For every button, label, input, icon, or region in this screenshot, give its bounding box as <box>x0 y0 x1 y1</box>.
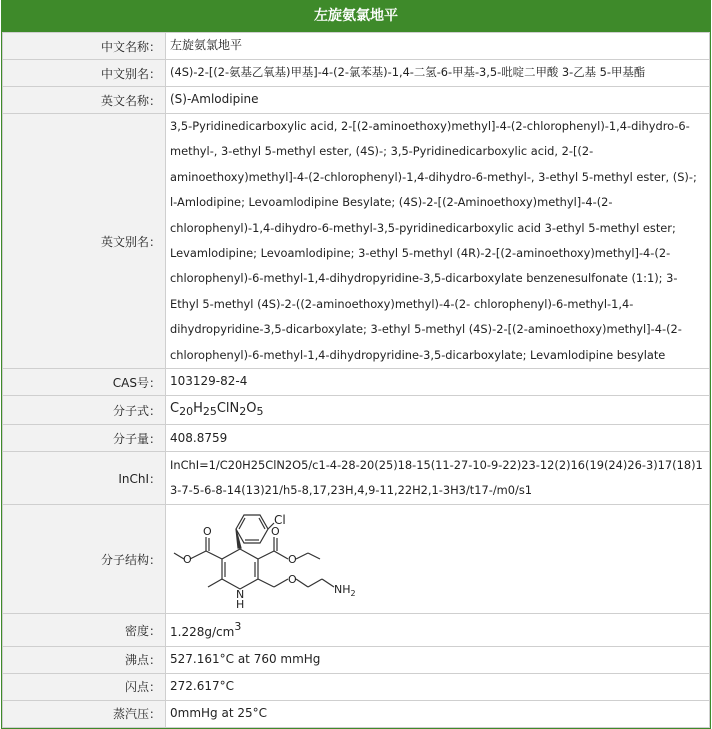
bp-value: 527.161°C at 760 mmHg <box>166 646 710 673</box>
row-cn-name <box>3 33 710 60</box>
row-bp <box>3 646 710 673</box>
cn-name-label: 中文名称： <box>3 33 166 60</box>
row-mw <box>3 425 710 452</box>
formula-label: 分子式： <box>3 396 166 425</box>
structure-cell <box>166 505 710 614</box>
vp-label: 蒸汽压： <box>3 700 166 727</box>
row-vp <box>3 700 710 727</box>
row-en-name <box>3 87 710 114</box>
cn-name-value: 左旋氨氯地平 <box>166 33 710 60</box>
density-number: 1.228g/cm <box>170 625 235 640</box>
inchi-value: InChI=1/C20H25ClN2O5/c1-4-28-20(25)18-15(11-27-10-9-22)23-12(2)16(19(24)26-3)17(18)13-7-5-6-8-14(13)21/h5-8,17,23H,4,9-11,22H2,1-3H3/t17-/m0/s1 <box>166 452 710 505</box>
cn-alias-value: (4S)-2-[(2-氨基乙氧基)甲基]-4-(2-氯苯基)-1,4-二氢-6-甲基-3,5-吡啶二甲酸 3-乙基 5-甲基酯 <box>166 60 710 87</box>
wedge-bond <box>236 529 241 548</box>
row-cas <box>3 369 710 396</box>
row-cn-alias <box>3 60 710 87</box>
formula-n-count: 2 <box>239 405 247 419</box>
inchi-label: InChI： <box>3 452 166 505</box>
row-structure <box>3 505 710 614</box>
vp-value: 0mmHg at 25°C <box>166 700 710 727</box>
density-exponent: 3 <box>234 620 242 634</box>
atom-o-left-ether: O <box>183 553 192 567</box>
fp-value: 272.617°C <box>166 673 710 700</box>
atom-o-right-carbonyl: O <box>271 525 280 539</box>
en-alias-label: 英文别名： <box>3 114 166 369</box>
en-alias-value: 3,5-Pyridinedicarboxylic acid, 2-[(2-aminoethoxy)methyl]-4-(2-chlorophenyl)-1,4-dihydro-6-methyl-, 3-ethyl 5-methyl ester, (4S)-; 3,5-Pyridinedicarboxylic acid, 2-[(2-aminoethoxy)methyl]-4-(2-chlorophenyl)-1,4-dihydro-6-methyl-, 3-ethyl 5-methyl ester, (S)-; l-Amlodipine; Levoamlodipine Besylate; (4S)-2-[(2-Aminoethoxy)methyl]-4-(2-chlorophenyl)-1,4-dihydro-6-methyl-3,5-pyridinedicarboxylic acid 3-ethyl 5-methyl ester; Levamlodipine; Levoamlodipine; 3-ethyl 5-methyl (4R)-2-[(2-aminoethoxy)methyl]-4-(2-chlorophenyl)-6-methyl-1,4-dihydropyridine-3,5-dicarboxylate benzenesulfonate (1:1); 3-Ethyl 5-methyl (4S)-2-((2-aminoethoxy)methyl)-4-(2- chlorophenyl)-6-methyl-1,4-dihydropyridine-3,5-dicarboxylate; 3-ethyl 5-methyl (4S)-2-[(2-aminoethoxy)methyl]-4-(2-chlorophenyl)-6-methyl-1,4-dihydropyridine-3,5-dicarboxylate; Levamlodipine besylate <box>166 114 710 369</box>
structure-image <box>170 507 366 611</box>
formula-c: C <box>170 401 180 417</box>
atom-nh2-sub: 2 <box>350 589 356 599</box>
structure-label: 分子结构： <box>3 505 166 614</box>
compound-info-table <box>1 0 711 729</box>
bp-label: 沸点： <box>3 646 166 673</box>
row-en-alias <box>3 114 710 369</box>
row-formula <box>3 396 710 425</box>
formula-h: H <box>193 401 203 417</box>
density-label: 密度： <box>3 614 166 646</box>
formula-c-count: 20 <box>179 405 194 419</box>
cn-alias-label: 中文别名： <box>3 60 166 87</box>
atom-o-chain: O <box>288 573 297 587</box>
formula-o-count: 5 <box>256 405 264 419</box>
atom-o-left-carbonyl: O <box>203 525 212 539</box>
atom-o-right-ether: O <box>288 553 297 567</box>
cas-value: 103129-82-4 <box>166 369 710 396</box>
row-fp <box>3 673 710 700</box>
formula-value <box>166 396 710 425</box>
mw-value: 408.8759 <box>166 425 710 452</box>
density-value <box>166 614 710 646</box>
formula-h-count: 25 <box>202 405 217 419</box>
atom-cl: Cl <box>274 513 286 528</box>
en-name-label: 英文名称： <box>3 87 166 114</box>
formula-cln: ClN <box>216 401 240 417</box>
row-density <box>3 614 710 646</box>
formula-o: O <box>246 401 257 417</box>
fp-label: 闪点： <box>3 673 166 700</box>
atom-nh2-n: NH <box>334 583 351 597</box>
cas-label: CAS号： <box>3 369 166 396</box>
dihydropyridine-ring <box>222 549 258 589</box>
mw-label: 分子量： <box>3 425 166 452</box>
en-name-value: (S)-Amlodipine <box>166 87 710 114</box>
atom-h: H <box>236 598 245 612</box>
atom-nh2 <box>334 583 356 598</box>
page-title: 左旋氨氯地平 <box>2 1 710 32</box>
atom-n: N <box>236 588 245 602</box>
row-inchi <box>3 452 710 505</box>
benzene-ring <box>236 515 268 543</box>
